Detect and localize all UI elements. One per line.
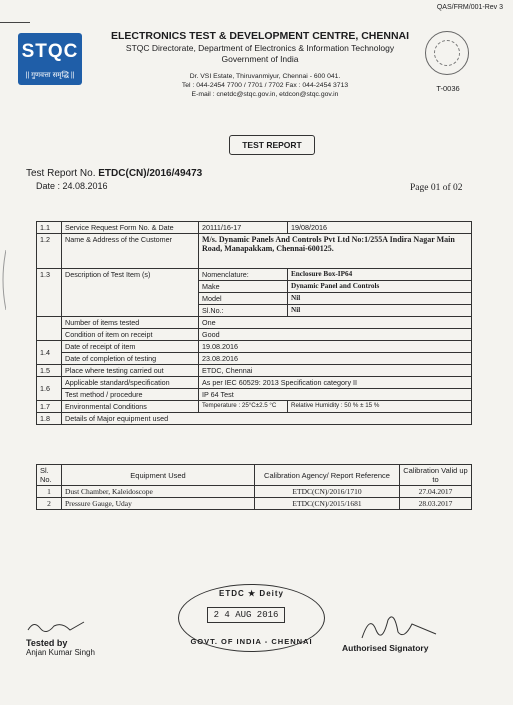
row-label: Test method / procedure — [62, 389, 199, 401]
table-row — [37, 413, 472, 425]
row-number: 1.8 — [37, 413, 62, 425]
equip-name: Pressure Gauge, Uday — [62, 498, 255, 510]
temperature: Temperature : 25°C±2.5 °C — [199, 401, 288, 413]
tested-by-label: Tested by — [26, 638, 68, 648]
org-address — [120, 72, 410, 99]
cert-code: T-0036 — [436, 84, 460, 93]
row-number: 1.6 — [37, 377, 62, 401]
col-header-sl: Sl. No. — [37, 465, 62, 486]
header-rule — [0, 22, 30, 23]
row-number: 1.2 — [37, 234, 62, 269]
stqc-logo — [18, 33, 82, 85]
row-number: 1.5 — [37, 365, 62, 377]
item-value: Enclosure Box-IP64 — [288, 269, 472, 281]
official-stamp — [178, 584, 325, 652]
row-number: 1.1 — [37, 222, 62, 234]
report-date: Date : 24.08.2016 — [36, 181, 108, 191]
table-header-row — [37, 465, 472, 486]
report-no-value: ETDC(CN)/2016/49473 — [98, 168, 203, 179]
logo-motto: || गुणवत्ता समृद्धि || — [25, 72, 75, 79]
org-title: ELECTRONICS TEST & DEVELOPMENT CENTRE, CHENNAI — [110, 30, 410, 42]
col-header-equipment: Equipment Used — [62, 465, 255, 486]
report-no-label: Test Report No. — [26, 168, 99, 179]
org-header — [95, 30, 425, 64]
address-line: Dr. VSI Estate, Thiruvanmiyur, Chennai - 600 041. — [189, 73, 341, 80]
form-code: QAS/FRM/001-Rev 3 — [436, 4, 503, 11]
row-number: 1.7 — [37, 401, 62, 413]
equip-sl: 1 — [37, 486, 62, 498]
completion-date: 23.08.2016 — [199, 353, 472, 365]
item-condition: Good — [199, 329, 472, 341]
row-label: Details of Major equipment used — [62, 413, 472, 425]
contact-line: Tel : 044-2454 7700 / 7701 / 7702 Fax : 044-2454 3713 — [181, 82, 349, 89]
srf-date: 19/08/2016 — [288, 222, 472, 234]
row-label: Date of completion of testing — [62, 353, 199, 365]
accreditation-seal — [425, 31, 469, 75]
equip-valid: 28.03.2017 — [400, 498, 472, 510]
item-key: Sl.No.: — [199, 305, 288, 317]
row-label: Date of receipt of item — [62, 341, 199, 353]
row-label: Service Request Form No. & Date — [62, 222, 199, 234]
test-place: ETDC, Chennai — [199, 365, 472, 377]
equip-agency: ETDC(CN)/2016/1710 — [255, 486, 400, 498]
stamp-date: 2 4 AUG 2016 — [207, 607, 285, 623]
item-value: Dynamic Panel and Controls — [288, 281, 472, 293]
item-value: Nil — [288, 293, 472, 305]
row-label: Number of items tested — [62, 317, 199, 329]
org-subtitle: STQC Directorate, Department of Electronics & Information Technology — [125, 43, 395, 53]
org-government: Government of India — [221, 54, 299, 64]
items-tested: One — [199, 317, 472, 329]
logo-text: STQC — [21, 41, 79, 62]
row-label: Place where testing carried out — [62, 365, 199, 377]
test-method: IP 64 Test — [199, 389, 472, 401]
row-number: 1.3 — [37, 269, 62, 317]
item-key: Nomenclature: — [199, 269, 288, 281]
humidity: Relative Humidity : 50 % ± 15 % — [288, 401, 472, 413]
table-row — [37, 317, 472, 329]
equip-sl: 2 — [37, 498, 62, 510]
stamp-bottom-text: GOVT. OF INDIA - CHENNAI — [190, 637, 313, 646]
email-line: E-mail : cnetdc@stqc.gov.in, etdcon@stqc.gov.in — [191, 91, 339, 98]
customer-address: M/s. Dynamic Panels And Controls Pvt Ltd No:1/255A Indira Nagar Main Road, Manapakkam, Chennai-600125. — [199, 234, 472, 269]
stamp-top-text: ETDC ★ Deity — [219, 589, 284, 598]
equip-name: Dust Chamber, Kaleidoscope — [62, 486, 255, 498]
test-report-title: TEST REPORT — [229, 135, 315, 155]
col-header-agency: Calibration Agency/ Report Reference — [255, 465, 400, 486]
table-row — [37, 365, 472, 377]
table-row — [37, 329, 472, 341]
page-number: Page 01 of 02 — [410, 183, 463, 193]
table-row — [37, 377, 472, 389]
equipment-table — [36, 464, 472, 510]
table-row — [37, 401, 472, 413]
report-number — [26, 168, 202, 179]
table-row — [37, 222, 472, 234]
table-row — [37, 389, 472, 401]
table-row — [37, 353, 472, 365]
margin-mark — [0, 250, 6, 310]
receipt-date: 19.08.2016 — [199, 341, 472, 353]
row-number — [37, 317, 62, 341]
applicable-standard: As per IEC 60529: 2013 Specification category II — [199, 377, 472, 389]
table-row — [37, 498, 472, 510]
table-row — [37, 269, 472, 281]
equip-agency: ETDC(CN)/2015/1681 — [255, 498, 400, 510]
row-label: Environmental Conditions — [62, 401, 199, 413]
authorised-signature — [352, 610, 442, 646]
table-row — [37, 341, 472, 353]
tester-signature — [26, 618, 86, 636]
equip-valid: 27.04.2017 — [400, 486, 472, 498]
item-key: Model — [199, 293, 288, 305]
tester-name: Anjan Kumar Singh — [26, 648, 95, 657]
item-value: Nil — [288, 305, 472, 317]
table-row — [37, 486, 472, 498]
item-key: Make — [199, 281, 288, 293]
table-row — [37, 234, 472, 269]
col-header-valid: Calibration Valid up to — [400, 465, 472, 486]
row-label: Condition of item on receipt — [62, 329, 199, 341]
row-number: 1.4 — [37, 341, 62, 365]
seal-inner — [434, 40, 460, 66]
row-label: Description of Test Item (s) — [62, 269, 199, 317]
report-details-table — [36, 221, 472, 425]
row-label: Name & Address of the Customer — [62, 234, 199, 269]
srf-number: 20111/16-17 — [199, 222, 288, 234]
authorised-signatory-label: Authorised Signatory — [342, 643, 429, 653]
row-label: Applicable standard/specification — [62, 377, 199, 389]
